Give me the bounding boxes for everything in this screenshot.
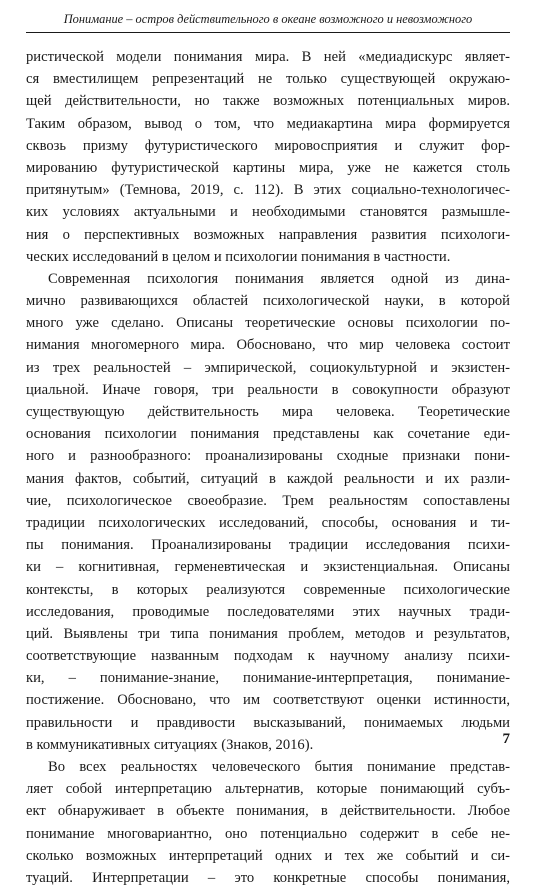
text-line: циальной. Иначе говоря, три реальности в совокупности образуют <box>26 381 510 398</box>
text-line: мично развивающихся областей психологической науки, в которой <box>26 293 510 310</box>
text-line: туаций. Интерпретации – это конкретные способы понимания, <box>26 869 510 886</box>
page-number: 7 <box>502 731 510 747</box>
paragraph <box>26 268 510 756</box>
paragraph <box>26 46 510 268</box>
text-line: ляет собой интерпретацию альтернатив, которые понимающий субъ- <box>26 781 510 798</box>
text-line: соответствующие названным подходам к научному анализу психи- <box>26 648 510 665</box>
text-line: сквозь призму футуристического мировосприятия и служит фор- <box>26 137 510 154</box>
text-line: ного и разнообразного: проанализированы сходные признаки пони- <box>26 448 510 465</box>
text-line: чие, психологическое своеобразие. Трем реальностям сопоставлены <box>26 492 510 509</box>
text-line: ческих исследований в целом и психологии понимания в частности. <box>26 248 451 265</box>
text-line: ся вместилищем репрезентаций не только существующей окружаю- <box>26 71 510 88</box>
text-line: понимание многовариантно, оно потенциально содержит в себе не- <box>26 825 510 842</box>
text-line: основания психологии понимания представлены как сочетание еди- <box>26 426 510 443</box>
text-line: исследования, проводимые последователями этих научных тради- <box>26 603 510 620</box>
text-line: сколько возможных интерпретаций одних и тех же событий и си- <box>26 847 510 864</box>
text-line: постижение. Обосновано, что им соответствуют оценки истинности, <box>26 692 510 709</box>
text-line: в коммуникативных ситуациях (Знаков, 2016). <box>26 736 314 753</box>
text-line: мания фактов, событий, ситуаций в каждой реальности и их разли- <box>26 470 510 487</box>
text-line: ких условиях актуальными и необходимыми становятся размышле- <box>26 204 510 221</box>
header-rule <box>26 32 510 33</box>
text-line: существующую действительность мира человека. Теоретические <box>26 404 510 420</box>
text-line: мированию футуристической картины мира, уже не кажется столь <box>26 159 510 176</box>
running-header: Понимание – остров действительного в океане возможного и невозможного <box>63 12 473 26</box>
text-line: ристической модели понимания мира. В ней «медиадискурс являет- <box>26 49 510 65</box>
text-line: Таким образом, вывод о том, что медиакартина мира формируется <box>26 115 510 132</box>
text-line: Во всех реальностях человеческого бытия понимание представ- <box>48 759 510 775</box>
text-line: притянутым» (Темнова, 2019, с. 112). В этих социально-технологичес- <box>26 182 510 199</box>
text-line: пы понимания. Проанализированы традиции исследования психи- <box>26 537 510 554</box>
paragraph <box>26 756 510 889</box>
text-line: традиции психологических исследований, способы, основания и ти- <box>26 514 510 531</box>
text-line: ки, – понимание-знание, понимание-интерпретация, понимание- <box>26 670 510 687</box>
text-line: ки – когнитивная, герменевтическая и экзистенциальная. Описаны <box>26 559 510 576</box>
text-line: правильности и правдивости высказываний, понимаемых людьми <box>26 714 510 731</box>
text-line: ций. Выявлены три типа понимания проблем, методов и результатов, <box>26 625 510 642</box>
text-line: Современная психология понимания является одной из дина- <box>48 270 510 287</box>
text-line: щей действительности, но также возможных потенциальных миров. <box>26 93 510 110</box>
text-line: контексты, в которых реализуются современные психологические <box>26 581 510 598</box>
text-line: из трех реальностей – эмпирической, социокультурной и экзистен- <box>26 359 510 376</box>
text-line: нимания многомерного мира. Обосновано, что мир человека состоит <box>26 337 510 354</box>
text-line: много уже сделано. Описаны теоретические основы психологии по- <box>26 315 510 332</box>
body-text <box>26 46 510 889</box>
text-line: ния о перспективных возможных направления развития психологи- <box>26 226 510 243</box>
text-line: ект обнаруживает в объекте понимания, в действительности. Любое <box>26 803 510 820</box>
